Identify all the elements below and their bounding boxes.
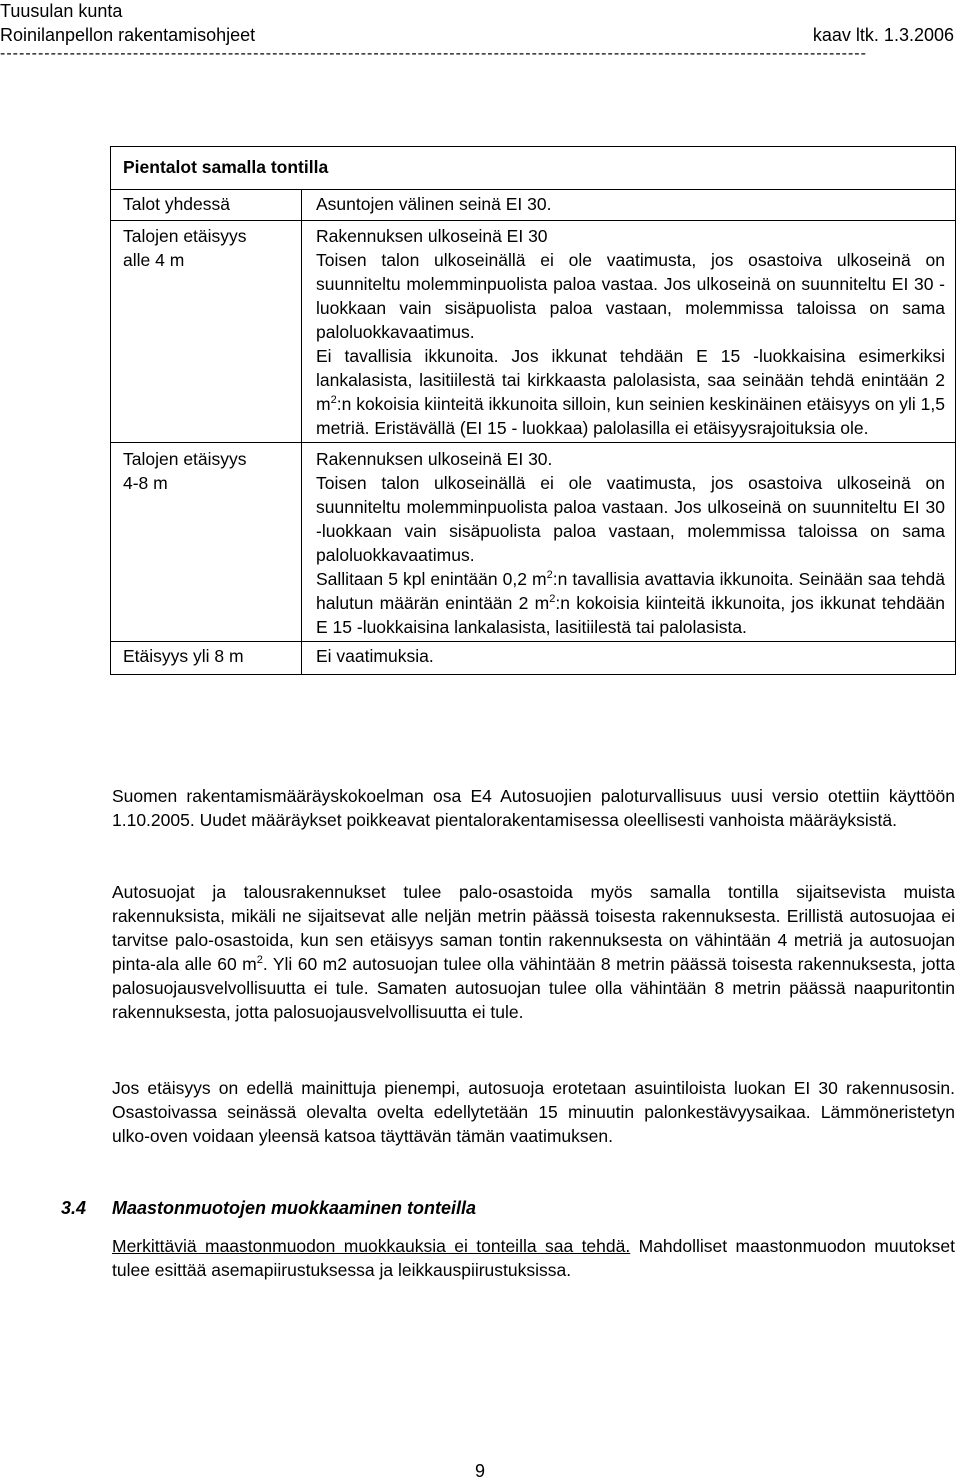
row-label-line: Talojen etäisyys [123,449,247,469]
superscript: 2 [330,394,337,407]
row-text-cell [302,642,956,675]
table-caption-cell [111,147,956,190]
row-label: Etäisyys yli 8 m [123,646,244,666]
table-row [111,190,956,221]
row-text-cell [302,443,956,642]
text-run: Ei tavallisia ikkunoita. Jos ikkunat tehdään E 15 -luokkaisina esimerkiksi lankalasista, lasitiilestä tai kirkkaasta palolasista, saa seinään tehdä enintään 2 m [316,346,945,414]
underlined-text: Merkittäviä maastonmuodon muokkauksia ei tonteilla saa tehdä. [112,1236,631,1256]
table-row [111,221,956,443]
body-paragraph: Jos etäisyys on edellä mainittuja pienempi, autosuoja erotetaan asuintiloista luokan EI 30 rakennusosin. Osastoivassa seinässä olevalta ovelta edellytetään 15 minuutin palonkestävyysaikaa. Lämmöneristetyn ulko-oven voidaan yleensä katsoa täyttävän tämän vaatimuksen. [112,1078,955,1146]
header-municipality: Tuusulan kunta [0,1,123,21]
row-paragraph: Toisen talon ulkoseinällä ei ole vaatimusta, jos osastoiva ulkoseinä on suunniteltu molemminpuolista paloa vastaa. Jos ulkoseinä on suunniteltu EI 30 -luokkaan vain sisäpuolista paloa vastaan, molemmissa taloissa on sama paloluokkavaatimus. [316,250,945,342]
body-paragraph [112,1234,955,1282]
row-label-line: Talojen etäisyys [123,226,247,246]
table-row [111,443,956,642]
body-paragraph [112,880,955,1024]
row-paragraph: Rakennuksen ulkoseinä EI 30 [316,226,548,246]
section-title: Maastonmuotojen muokkaaminen tonteilla [112,1198,477,1218]
text-run: Mahdolliset maastonmuodon muutokset tulee esittää asemapiirustuksessa ja leikkauspiirustuksissa. [112,1236,956,1280]
row-label: Talot yhdessä [123,194,231,214]
table-row [111,642,956,675]
row-label-line: alle 4 m [123,250,185,270]
table-caption: Pientalot samalla tontilla [123,157,329,177]
superscript: 2 [546,569,553,582]
section-number: 3.4 [61,1198,87,1218]
text-run: Sallitaan 5 kpl enintään 0,2 m [316,569,547,589]
row-text: Ei vaatimuksia. [316,646,434,666]
row-label-cell [111,190,302,221]
requirements-table [110,146,956,675]
row-text: Asuntojen välinen seinä EI 30. [316,194,552,214]
superscript: 2 [549,593,556,606]
text-run: Autosuojat ja talousrakennukset tulee palo-osastoida myös samalla tontilla sijaitsevista muista rakennuksista, mikäli ne sijaitsevat alle neljän metrin päässä toisesta rakennuksesta. Erillistä autosuojaa ei tarvitse palo-osastoida, kun sen etäisyys saman tontin rakennuksesta on vähintään 4 metriä ja autosuojan pinta-ala alle 60 m [112,882,955,974]
row-text-cell [302,221,956,443]
header-version: kaav ltk. 1.3.2006 [812,25,954,45]
row-label-cell [111,221,302,443]
superscript: 2 [256,954,263,967]
row-paragraph: Rakennuksen ulkoseinä EI 30. [316,449,553,469]
text-run: :n kokoisia kiinteitä ikkunoita silloin, kun seinien keskinäinen etäisyys on yli 1,5 metriä. Eristävällä (EI 15 - luokkaa) palolasilla ei etäisyysrajoituksia ole. [316,394,945,438]
table-caption-row [111,147,956,190]
header-separator: ----------------------------------------------------------------------------------------------------------------------------------------- [0,47,867,61]
row-label-cell [111,642,302,675]
text-run: :n tavallisia avattavia ikkunoita. Seinään saa tehdä halutun määrän enintään 2 m [316,569,945,613]
header-document-title: Roinilanpellon rakentamisohjeet [0,25,256,45]
text-run: . Yli 60 m2 autosuojan tulee olla vähintään 8 metrin päässä toisesta rakennuksesta, jotta palosuojausvelvollisuutta ei tule. Samaten autosuojan tulee olla vähintään 8 metrin päässä naapuritontin rakennuksesta, jotta palosuojausvelvollisuutta ei tule. [112,954,955,1022]
row-paragraph: Toisen talon ulkoseinällä ei ole vaatimusta, jos osastoiva ulkoseinä on suunniteltu molemminpuolista paloa vastaan. Jos ulkoseinä on suunniteltu EI 30 -luokkaan vain sisäpuolista paloa vastaan, molemmissa taloissa on sama paloluokkavaatimus. [316,473,945,565]
text-run: :n kokoisia kiinteitä ikkunoita, jos ikkunat tehdään E 15 -luokkaisina lankalasista, lasitiilestä tai palolasista. [316,593,946,637]
page-number: 9 [474,1461,485,1481]
row-paragraph [316,344,945,440]
body-paragraph: Suomen rakentamismääräyskokoelman osa E4 Autosuojien paloturvallisuus uusi versio otettiin käyttöön 1.10.2005. Uudet määräykset poikkeavat pientalorakentamisessa oleellisesti vanhoista määräyksistä. [112,786,955,830]
row-text-cell [302,190,956,221]
row-label-cell [111,443,302,642]
row-paragraph [316,567,945,639]
row-label-line: 4-8 m [123,473,168,493]
